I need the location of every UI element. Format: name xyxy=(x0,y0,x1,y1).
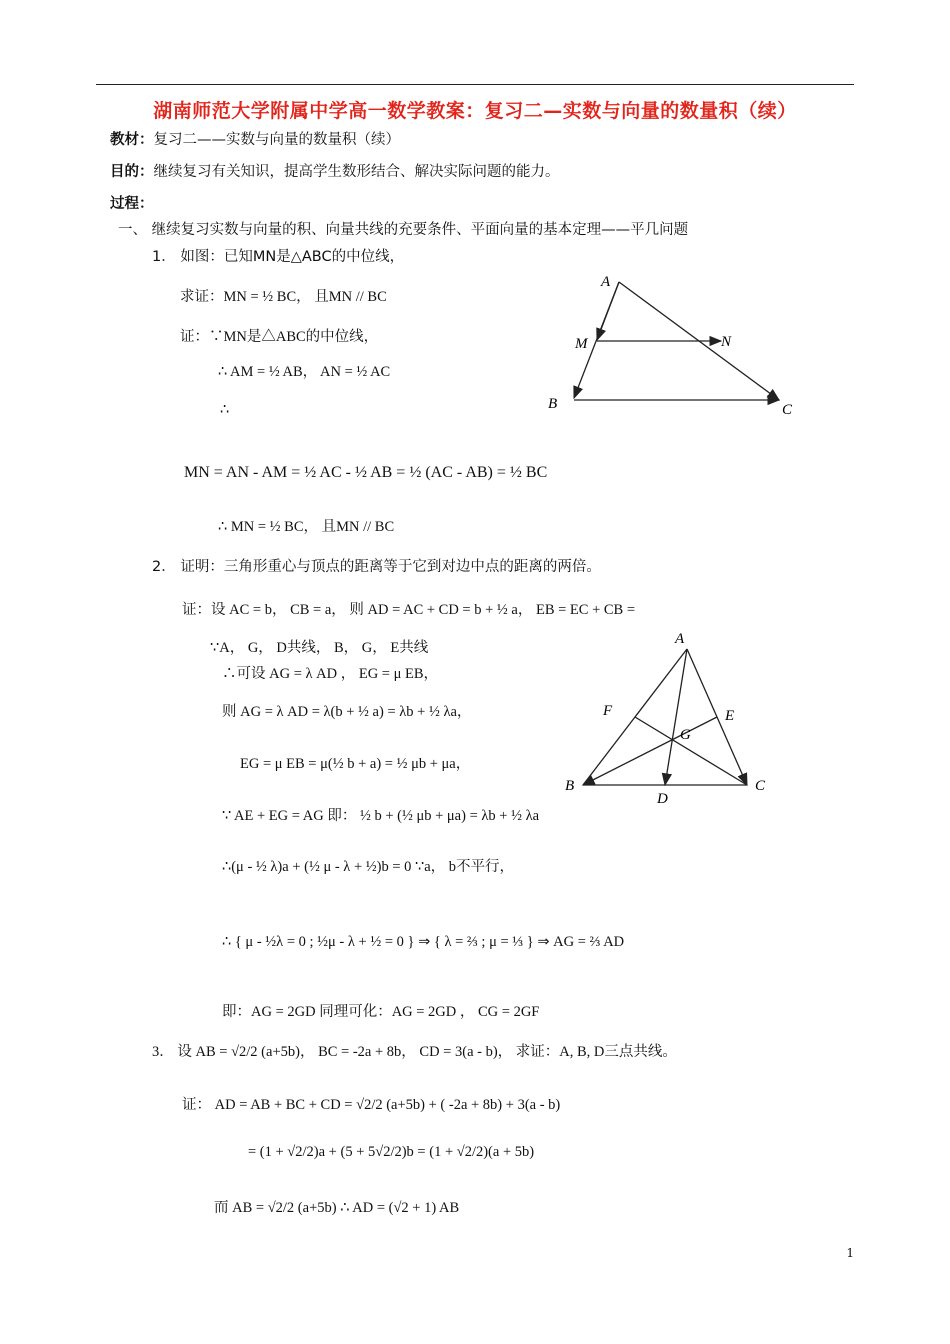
problem2-line2: ∵A， G， D共线， B， G， E共线 xyxy=(210,640,429,656)
problem3-line3: 而 AB = √2/2 (a+5b) ∴ AD = (√2 + 1) AB xyxy=(214,1200,460,1216)
point-e-label: E xyxy=(725,708,735,724)
problem2-line5: EG = μ EB = μ(½ b + a) = ½ μb + μa， xyxy=(240,756,471,772)
problem1-therefore: ∴ xyxy=(220,402,230,418)
material-text: 复习二——实数与向量的数量积（续） xyxy=(153,132,400,148)
problem1-step2: MN = AN - AM = ½ AC - ½ AB = ½ (AC - AB) = ½ BC xyxy=(184,464,548,481)
midline-triangle-figure xyxy=(540,262,810,422)
problem2-intro: 2． 证明：三角形重心与顶点的距离等于它到对边中点的距离的两倍。 xyxy=(152,559,601,575)
material-label: 教材： xyxy=(110,132,154,148)
vector-am-line xyxy=(597,282,619,340)
problem1-proof-start: 证：∵MN是△ABC的中位线， xyxy=(180,329,379,345)
vertex-a-label: A xyxy=(601,274,611,290)
problem2-line1: 证：设 AC = b， CB = a， 则 AD = AC + CD = b + ½ a， EB = EC + CB = xyxy=(182,602,636,618)
section-one-heading: 一、 继续复习实数与向量的积、向量共线的充要条件、平面向量的基本定理——平几问题 xyxy=(118,222,689,238)
point-n-label: N xyxy=(721,334,732,350)
page-title: 湖南师范大学附属中学高一数学教案：复习二—实数与向量的数量积（续） xyxy=(153,100,797,122)
centroid-g-label: G xyxy=(680,727,691,743)
vertex-a-label: A xyxy=(675,631,685,647)
problem1-step1: ∴ AM = ½ AB， AN = ½ AC xyxy=(218,364,391,380)
goal-label: 目的： xyxy=(110,164,154,180)
point-m-label: M xyxy=(575,336,588,352)
median-eb-line xyxy=(583,717,717,785)
problem2-line9: 即：AG = 2GD 同理可化：AG = 2GD ， CG = 2GF xyxy=(222,1004,540,1020)
centroid-triangle-figure xyxy=(555,625,775,805)
material-line xyxy=(110,132,400,149)
problem2-line3: ∴可设 AG = λ AD ， EG = μ EB， xyxy=(222,666,439,682)
median-ad-line xyxy=(665,649,687,785)
process-label: 过程： xyxy=(110,196,154,212)
problem3-line1: 证： AD = AB + BC + CD = √2/2 (a+5b) + ( -2a + 8b) + 3(a - b) xyxy=(182,1097,561,1113)
problem2-line8: ∴ { μ - ½λ = 0 ; ½μ - λ + ½ = 0 } ⇒ { λ = ⅔ ; μ = ⅓ } ⇒ AG = ⅔ AD xyxy=(222,934,625,950)
goal-line xyxy=(110,164,560,181)
vertex-c-label: C xyxy=(782,402,793,418)
header-rule xyxy=(96,84,854,85)
problem1-intro: 1． 如图：已知MN是△ABC的中位线， xyxy=(152,249,405,265)
page-number: 1 xyxy=(846,1246,854,1260)
median-cf-line xyxy=(635,717,747,785)
goal-text: 继续复习有关知识，提高学生数形结合、解决实际问题的能力。 xyxy=(153,164,560,180)
vertex-c-label: C xyxy=(755,778,766,794)
problem2-line7: ∴(μ - ½ λ)a + (½ μ - λ + ½)b = 0 ∵a， b不平行， xyxy=(222,859,515,875)
problem3-intro: 3． 设 AB = √2/2 (a+5b)， BC = -2a + 8b， CD = 3(a - b)， 求证：A, B, D三点共线。 xyxy=(152,1044,677,1060)
vertex-b-label: B xyxy=(548,396,558,412)
vertex-b-label: B xyxy=(565,778,575,794)
problem1-conclusion: ∴ MN = ½ BC， 且MN // BC xyxy=(218,519,395,535)
problem2-line6: ∵ AE + EG = AG 即： ½ b + (½ μb + μa) = λb + ½ λa xyxy=(222,808,540,824)
problem1-claim: 求证：MN = ½ BC， 且MN // BC xyxy=(180,289,387,305)
point-d-label: D xyxy=(657,791,668,805)
problem2-line4: 则 AG = λ AD = λ(b + ½ a) = λb + ½ λa， xyxy=(222,704,472,720)
problem3-line2: = (1 + √2/2)a + (5 + 5√2/2)b = (1 + √2/2)(a + 5b) xyxy=(248,1144,535,1160)
point-f-label: F xyxy=(603,703,613,719)
